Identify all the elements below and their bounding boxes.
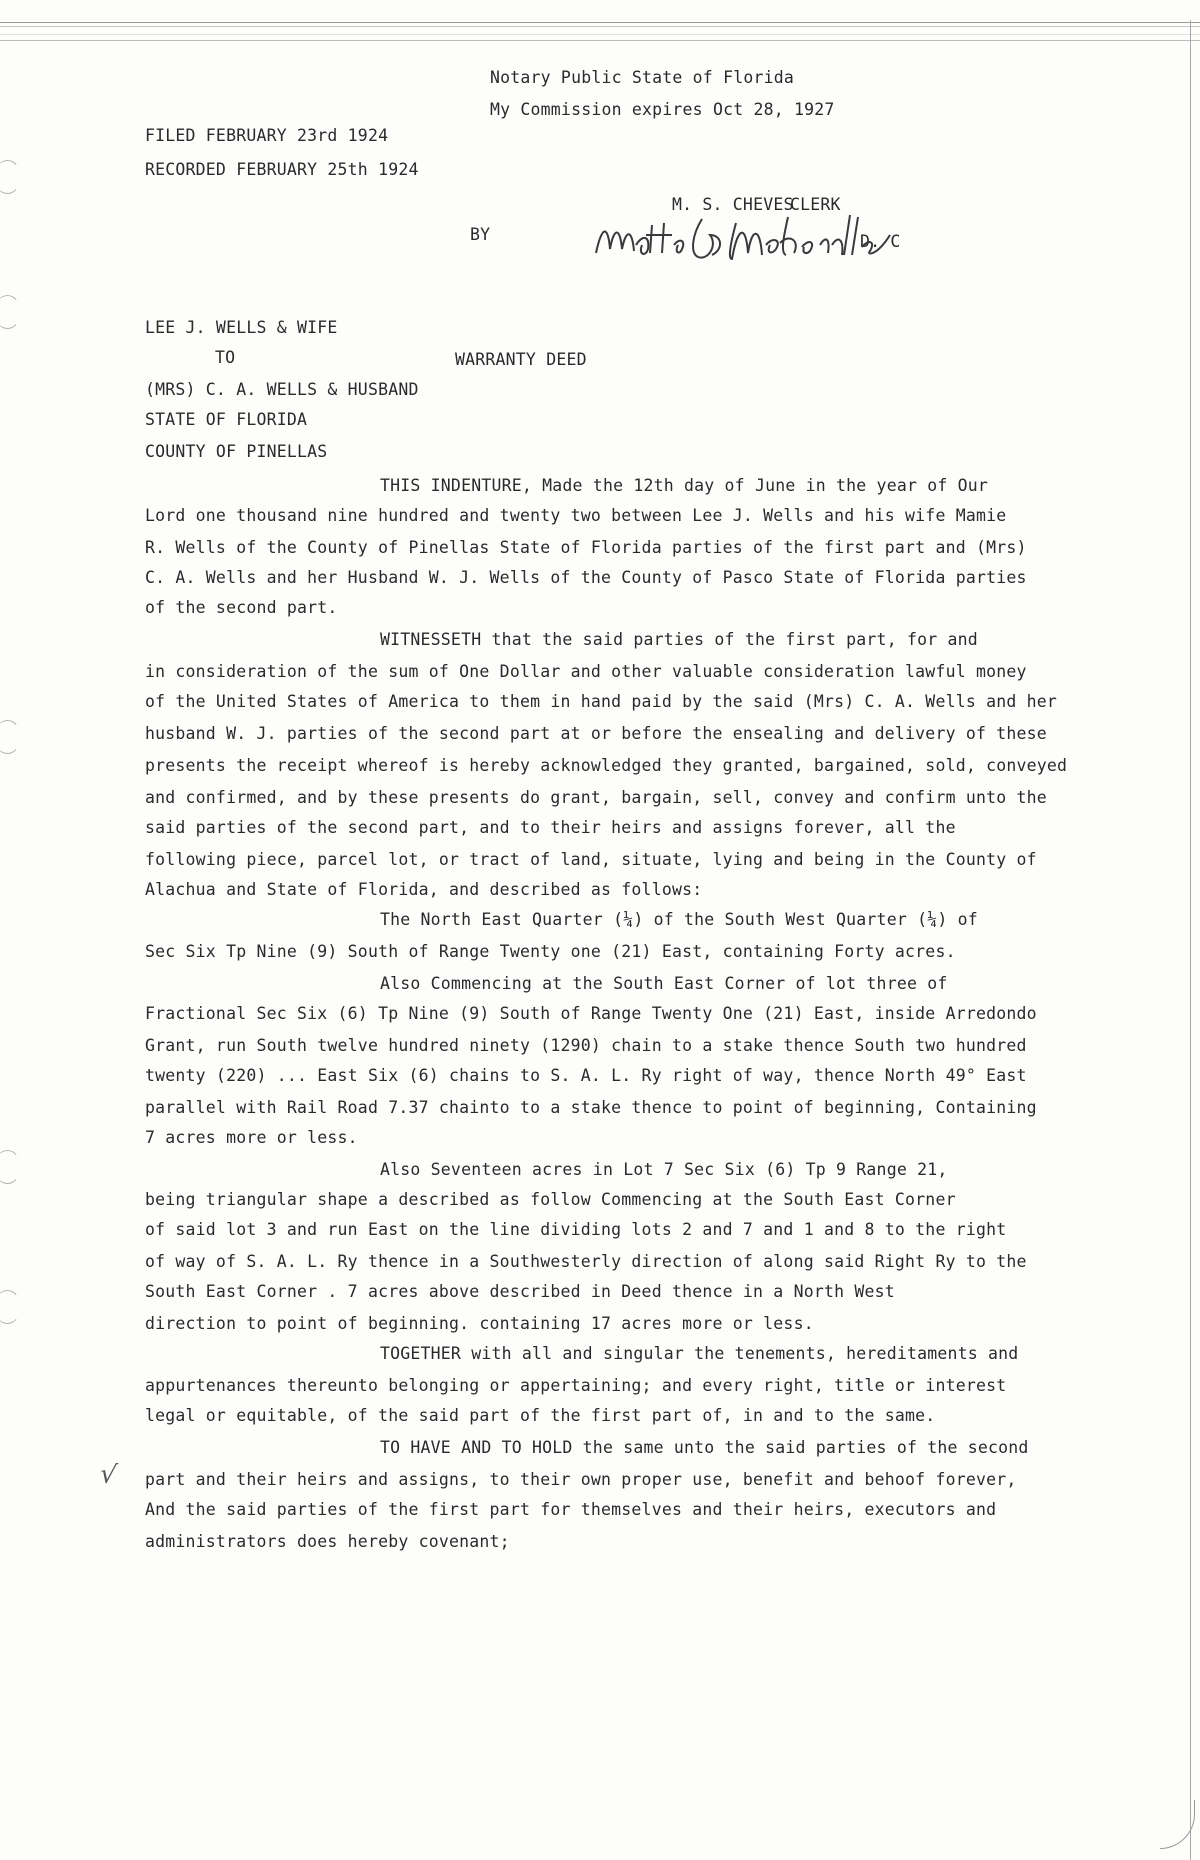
body-line: Alachua and State of Florida, and described as follows:	[145, 880, 703, 899]
body-line: Sec Six Tp Nine (9) South of Range Twenty one (21) East, containing Forty acres.	[145, 942, 956, 961]
notary-line-1: Notary Public State of Florida	[490, 68, 795, 87]
punch-hole-icon	[0, 720, 21, 754]
clerk-name: M. S. CHEVES	[672, 195, 794, 214]
caption-grantee: (MRS) C. A. WELLS & HUSBAND	[145, 380, 419, 399]
body-line: TOGETHER with all and singular the tenements, hereditaments and	[380, 1344, 1019, 1363]
body-line: appurtenances thereunto belonging or appertaining; and every right, title or interest	[145, 1376, 1007, 1395]
body-line: 7 acres more or less.	[145, 1128, 358, 1147]
caption-state: STATE OF FLORIDA	[145, 410, 308, 429]
body-line: presents the receipt whereof is hereby acknowledged they granted, bargained, sold, conveyed	[145, 756, 1068, 775]
body-line: Also Commencing at the South East Corner of lot three of	[380, 974, 948, 993]
top-rule	[0, 26, 1200, 27]
body-line: in consideration of the sum of One Dollar and other valuable consideration lawful money	[145, 662, 1027, 681]
top-rule	[0, 40, 1200, 41]
body-line: TO HAVE AND TO HOLD the same unto the said parties of the second	[380, 1438, 1029, 1457]
body-line: C. A. Wells and her Husband W. J. Wells of the County of Pasco State of Florida parties	[145, 568, 1027, 587]
punch-hole-icon	[0, 295, 21, 329]
notary-line-2: My Commission expires Oct 28, 1927	[490, 100, 835, 119]
by-label: BY	[470, 225, 491, 244]
caption-grantor: LEE J. WELLS & WIFE	[145, 318, 338, 337]
body-line: said parties of the second part, and to their heirs and assigns forever, all the	[145, 818, 956, 837]
clerk-signature	[590, 205, 940, 295]
body-line: direction to point of beginning. containing 17 acres more or less.	[145, 1314, 814, 1333]
body-line: part and their heirs and assigns, to their own proper use, benefit and behoof forever,	[145, 1470, 1017, 1489]
body-line: legal or equitable, of the said part of the first part of, in and to the same.	[145, 1406, 936, 1425]
recorded-date: RECORDED FEBRUARY 25th 1924	[145, 160, 419, 179]
body-line: following piece, parcel lot, or tract of land, situate, lying and being in the County of	[145, 850, 1037, 869]
body-line: Fractional Sec Six (6) Tp Nine (9) South of Range Twenty One (21) East, inside Arredondo	[145, 1004, 1037, 1023]
body-line: The North East Quarter (¼) of the South West Quarter (¼) of	[380, 910, 978, 929]
check-mark-icon: √	[97, 1458, 119, 1492]
top-rule	[0, 22, 1200, 23]
body-line: WITNESSETH that the said parties of the first part, for and	[380, 630, 978, 649]
clerk-title: CLERK	[790, 195, 841, 214]
punch-hole-icon	[0, 160, 21, 194]
body-line: And the said parties of the first part for themselves and their heirs, executors and	[145, 1500, 997, 1519]
caption-county: COUNTY OF PINELLAS	[145, 442, 328, 461]
deputy-clerk-label: D. C	[860, 232, 901, 251]
body-line: of the United States of America to them in hand paid by the said (Mrs) C. A. Wells and her	[145, 692, 1058, 711]
body-line: Also Seventeen acres in Lot 7 Sec Six (6) Tp 9 Range 21,	[380, 1160, 948, 1179]
body-line: being triangular shape a described as follow Commencing at the South East Corner	[145, 1190, 956, 1209]
caption-instrument: WARRANTY DEED	[455, 350, 587, 369]
filed-date: FILED FEBRUARY 23rd 1924	[145, 126, 389, 145]
right-margin-line	[1190, 20, 1191, 1860]
top-rule	[0, 34, 1200, 35]
body-line: THIS INDENTURE, Made the 12th day of June in the year of Our	[380, 476, 989, 495]
punch-hole-icon	[0, 1290, 21, 1324]
caption-to: TO	[215, 348, 236, 367]
body-line: Grant, run South twelve hundred ninety (1290) chain to a stake thence South two hundred	[145, 1036, 1027, 1055]
body-line: South East Corner . 7 acres above described in Deed thence in a North West	[145, 1282, 895, 1301]
body-line: husband W. J. parties of the second part at or before the ensealing and delivery of these	[145, 724, 1047, 743]
punch-hole-icon	[0, 1150, 21, 1184]
body-line: and confirmed, and by these presents do grant, bargain, sell, convey and confirm unto the	[145, 788, 1047, 807]
body-line: Lord one thousand nine hundred and twenty two between Lee J. Wells and his wife Mamie	[145, 506, 1007, 525]
body-line: R. Wells of the County of Pinellas State of Florida parties of the first part and (Mrs)	[145, 538, 1027, 557]
body-line: of said lot 3 and run East on the line dividing lots 2 and 7 and 1 and 8 to the right	[145, 1220, 1007, 1239]
body-line: of the second part.	[145, 598, 338, 617]
body-line: twenty (220) ... East Six (6) chains to S. A. L. Ry right of way, thence North 49° East	[145, 1066, 1027, 1085]
body-line: administrators does hereby covenant;	[145, 1532, 510, 1551]
body-line: parallel with Rail Road 7.37 chainto to a stake thence to point of beginning, Containing	[145, 1098, 1037, 1117]
body-line: of way of S. A. L. Ry thence in a Southwesterly direction of along said Right Ry to the	[145, 1252, 1027, 1271]
